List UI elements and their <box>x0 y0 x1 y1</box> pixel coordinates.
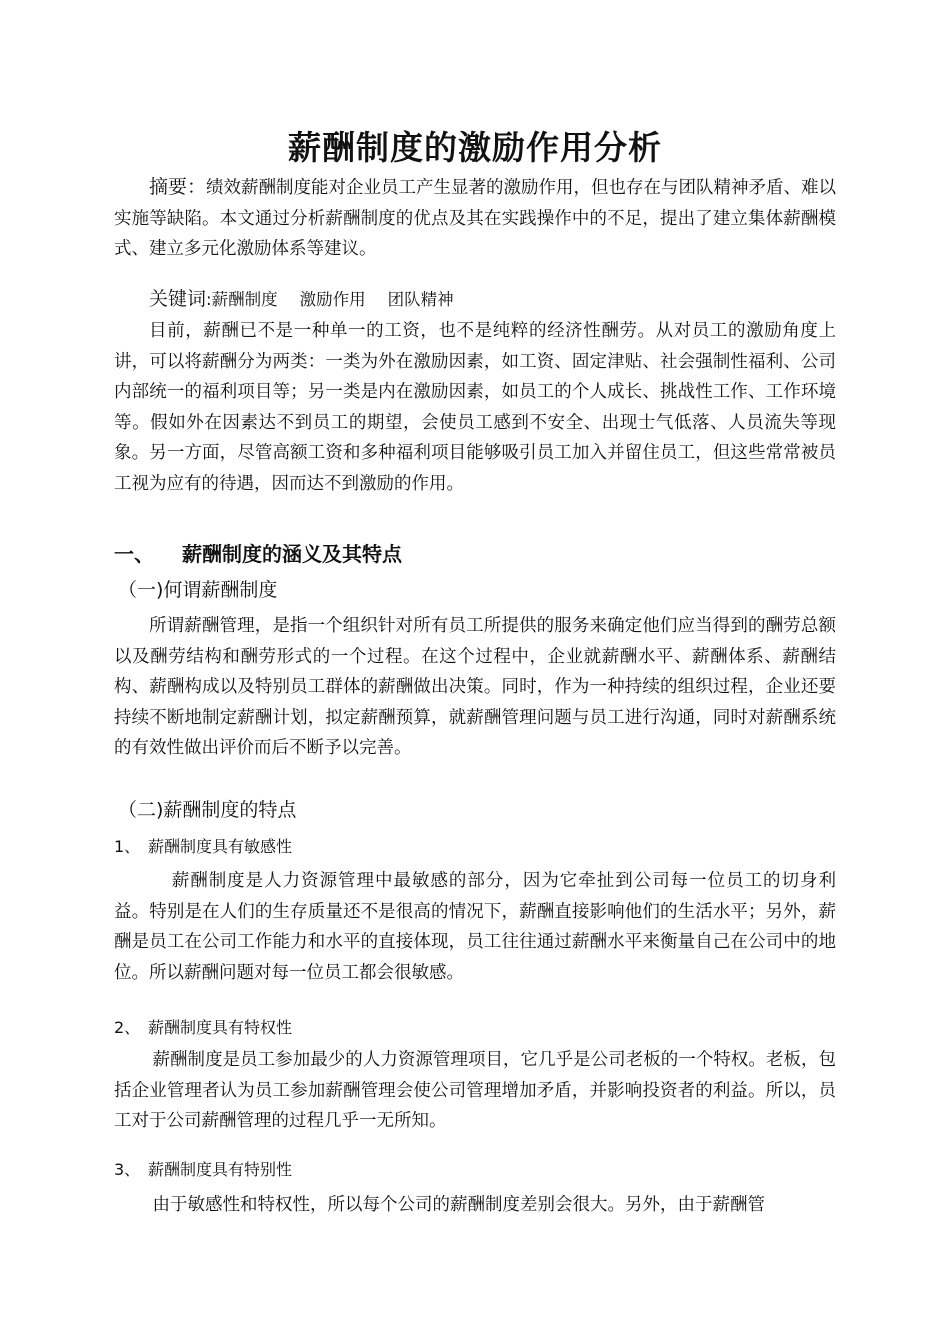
section-heading <box>114 539 836 569</box>
subsection-paragraph-1: 所谓薪酬管理，是指一个组织针对所有员工所提供的服务来确定他们应当得到的酬劳总额以及酬劳结构和酬劳形式的一个过程。在这个过程中，企业就薪酬水平、薪酬体系、薪酬结构、薪酬构成以及特别员工群体的薪酬做出决策。同时，作为一种持续的组织过程，企业还要持续不断地制定薪酬计划，拟定薪酬预算，就薪酬管理问题与员工进行沟通，同时对薪酬系统的有效性做出评价而后不断予以完善。 <box>114 616 836 758</box>
keyword: 激励作用 <box>299 290 366 309</box>
keyword: 团队精神 <box>387 290 454 309</box>
item-paragraph-1: 薪酬制度是人力资源管理中最敏感的部分，因为它牵扯到公司每一位员工的切身利益。特别是在人们的生存质量还不是很高的情况下，薪酬直接影响他们的生活水平；另外，薪酬是员工在公司工作能力和水平的直接体现，员工往往通过薪酬水平来衡量自己在公司中的地位。所以薪酬问题对每一位员工都会很敏感。 <box>114 871 836 983</box>
item-paragraph-2: 薪酬制度是员工参加最少的人力资源管理项目，它几乎是公司老板的一个特权。老板，包括企业管理者认为员工参加薪酬管理会使公司管理增加矛盾，并影响投资者的利益。所以，员工对于公司薪酬管理的过程几乎一无所知。 <box>114 1050 836 1131</box>
keywords-colon: : <box>206 290 212 309</box>
keywords-line <box>114 284 836 316</box>
section-title: 薪酬制度的涵义及其特点 <box>182 542 402 566</box>
intro-paragraph: 目前，薪酬已不是一种单一的工资，也不是纯粹的经济性酬劳。从对员工的激励角度上讲，可以将薪酬分为两类：一类为外在激励因素，如工资、固定津贴、社会强制性福利、公司内部统一的福利项目等；另一类是内在激励因素，如员工的个人成长、挑战性工作、工作环境等。假如外在因素达不到员工的期望，会使员工感到不安全、出现士气低落、人员流失等现象。另一方面，尽管高额工资和多种福利项目能够吸引员工加入并留住员工，但这些常常被员工视为应有的待遇，因而达不到激励的作用。 <box>114 321 836 494</box>
abstract-paragraph <box>114 172 836 265</box>
keywords-label: 关键词 <box>149 288 207 310</box>
item-number: 3、 <box>114 1160 141 1179</box>
abstract-text: 绩效薪酬制度能对企业员工产生显著的激励作用，但也存在与团队精神矛盾、难以实施等缺陷。本文通过分析薪酬制度的优点及其在实践操作中的不足，提出了建立集体薪酬模式、建立多元化激励体系等建议。 <box>114 178 837 259</box>
item-paragraph-3: 由于敏感性和特权性，所以每个公司的薪酬制度差别会很大。另外，由于薪酬管 <box>152 1195 765 1215</box>
item-heading-2 <box>114 1014 836 1042</box>
subsection-heading-2: （二)薪酬制度的特点 <box>118 799 297 821</box>
item-title: 薪酬制度具有特权性 <box>148 1018 293 1037</box>
abstract-label: 摘要： <box>149 176 207 198</box>
item-number: 1、 <box>114 837 141 856</box>
item-title: 薪酬制度具有敏感性 <box>148 837 293 856</box>
keyword: 薪酬制度 <box>211 290 278 309</box>
item-title: 薪酬制度具有特别性 <box>148 1160 293 1179</box>
item-heading-1 <box>114 833 836 861</box>
item-number: 2、 <box>114 1018 141 1037</box>
subsection-heading-1: （一)何谓薪酬制度 <box>118 579 278 601</box>
section-number: 一、 <box>114 542 154 566</box>
item-heading-3 <box>114 1156 836 1184</box>
document-title: 薪酬制度的激励作用分析 <box>288 128 662 167</box>
